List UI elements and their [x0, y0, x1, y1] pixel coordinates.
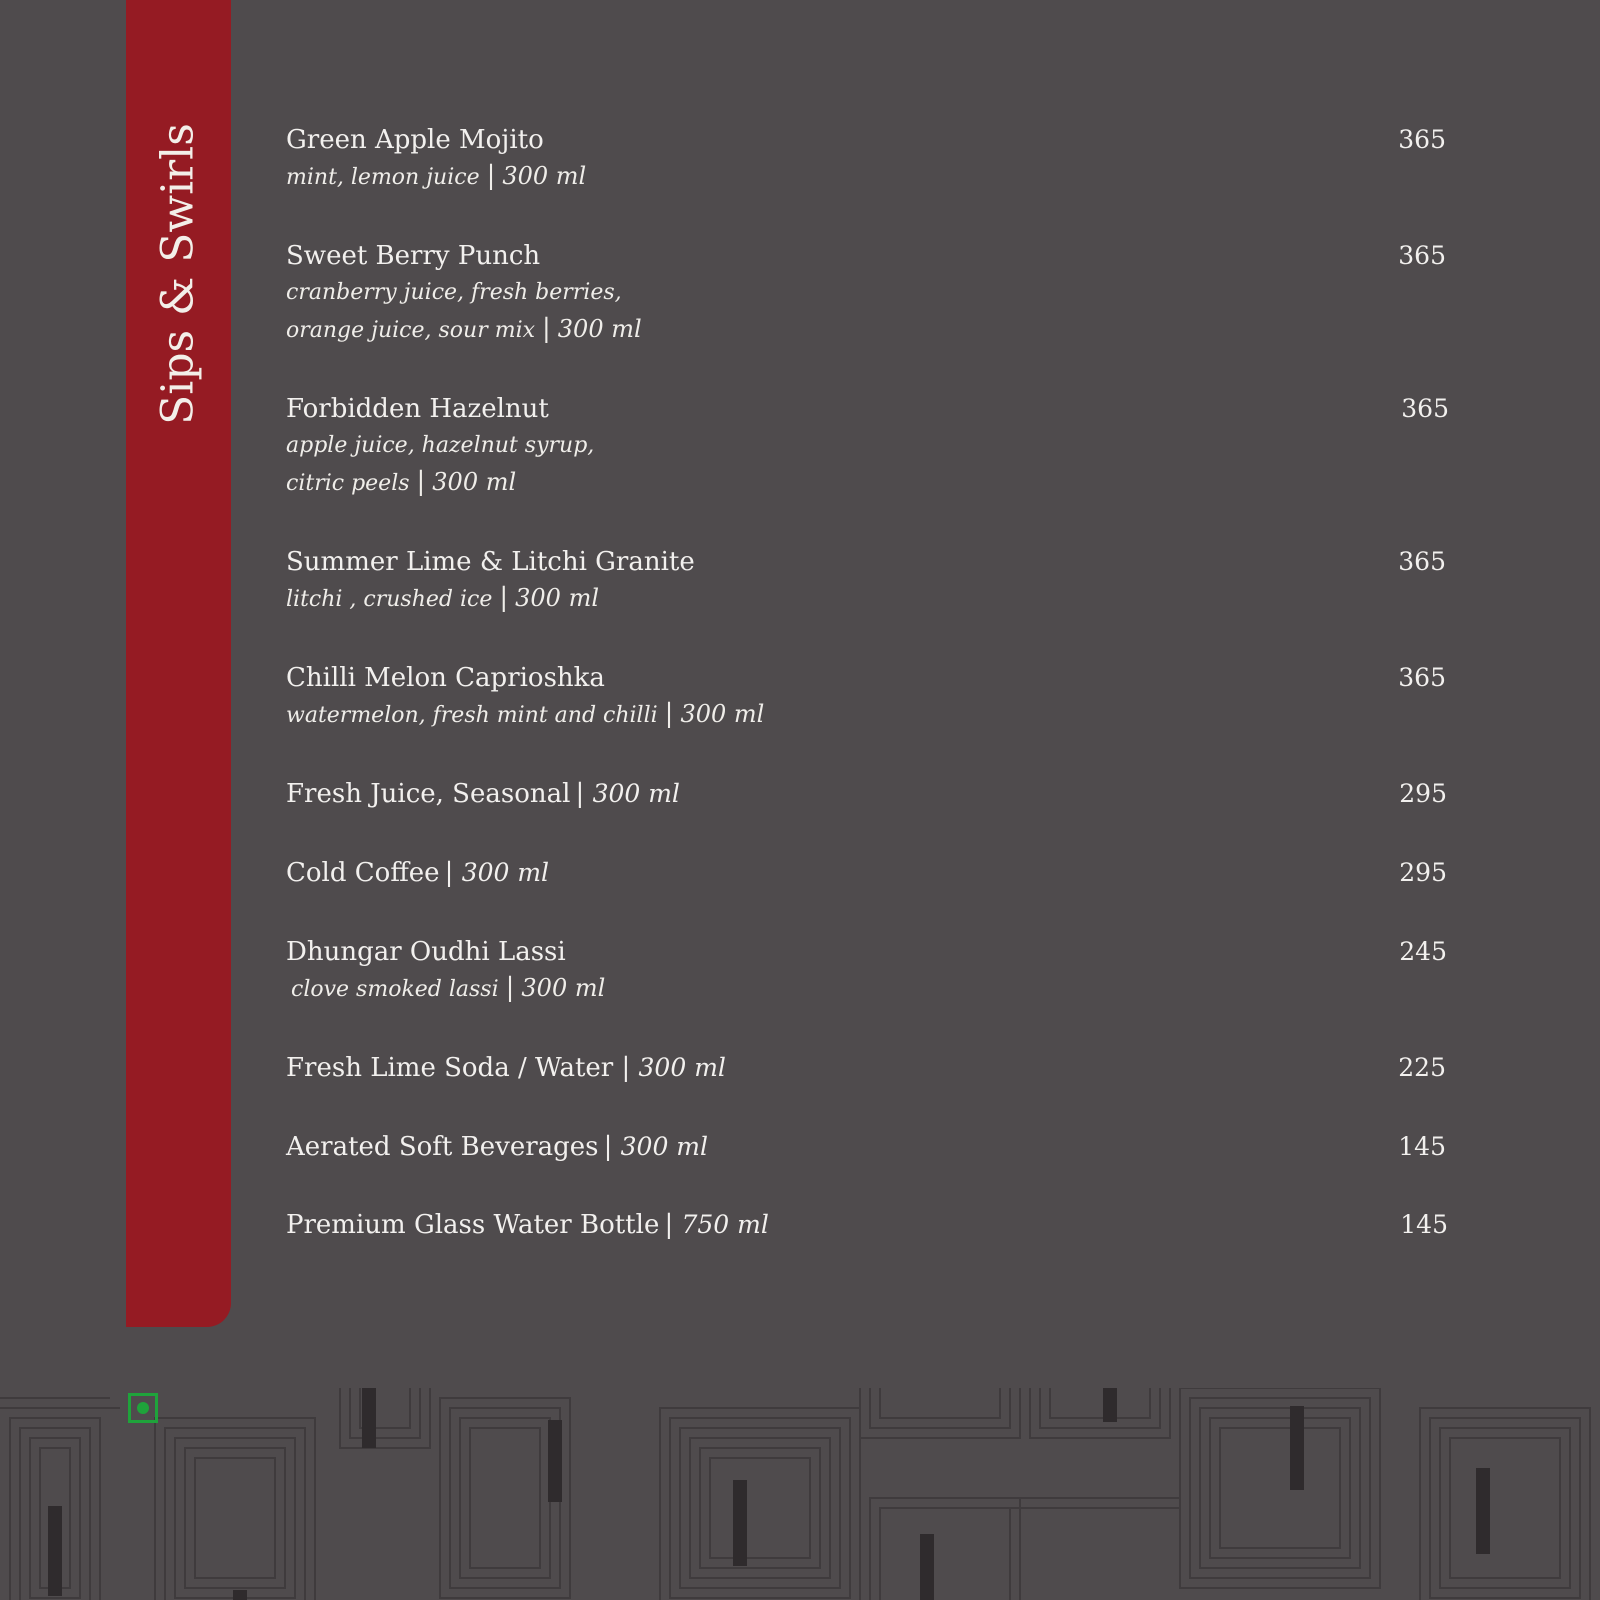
item-description: citric peels — [286, 471, 410, 496]
menu-item-premium-glass-water-bottle: Premium Glass Water Bottle | 750 ml 145 — [286, 1207, 1448, 1243]
item-name: Green Apple Mojito — [286, 125, 544, 155]
item-description: clove smoked lassi — [291, 977, 506, 1002]
item-price: 365 — [1398, 241, 1446, 270]
item-name: Fresh Juice, Seasonal — [286, 779, 571, 809]
item-description: apple juice, hazelnut syrup, — [286, 433, 595, 458]
menu-item-chilli-melon-caprioshka: Chilli Melon Caprioshka 365 watermelon, fresh mint and chilli | 300 ml — [286, 660, 1446, 734]
menu-item-green-apple-mojito: Green Apple Mojito 365 mint, lemon juice | 300 ml — [286, 122, 1446, 196]
item-volume: 750 ml — [681, 1210, 769, 1239]
menu-item-forbidden-hazelnut: Forbidden Hazelnut 365 apple juice, hazelnut syrup, citric peels | 300 ml — [286, 391, 1449, 502]
item-name: Aerated Soft Beverages — [286, 1132, 599, 1162]
item-price: 365 — [1398, 663, 1446, 692]
item-price: 145 — [1398, 1132, 1446, 1161]
item-name: Dhungar Oudhi Lassi — [286, 937, 566, 967]
item-volume: 300 ml — [515, 584, 599, 612]
item-price: 145 — [1400, 1210, 1448, 1239]
decorative-pattern — [0, 1388, 1600, 1600]
item-price: 295 — [1399, 858, 1447, 887]
item-price: 245 — [1399, 937, 1447, 966]
item-name: Premium Glass Water Bottle — [286, 1210, 660, 1240]
item-name: Fresh Lime Soda / Water — [286, 1053, 622, 1083]
menu-item-aerated-soft-beverages: Aerated Soft Beverages | 300 ml 145 — [286, 1129, 1446, 1165]
item-volume: 300 ml — [592, 779, 680, 808]
item-name: Sweet Berry Punch — [286, 241, 541, 271]
menu-item-sweet-berry-punch: Sweet Berry Punch 365 cranberry juice, fresh berries, orange juice, sour mix | 300 ml — [286, 238, 1446, 349]
item-name: Summer Lime & Litchi Granite — [286, 547, 695, 577]
menu-item-fresh-juice-seasonal: Fresh Juice, Seasonal | 300 ml 295 — [286, 776, 1447, 812]
item-price: 295 — [1399, 779, 1447, 808]
item-volume: 300 ml — [502, 162, 587, 190]
item-volume: 300 ml — [461, 858, 550, 887]
item-volume: 300 ml — [680, 700, 765, 728]
item-description: orange juice, sour mix — [286, 318, 536, 343]
item-price: 365 — [1398, 125, 1446, 154]
item-price: 365 — [1401, 394, 1449, 423]
item-name: Chilli Melon Caprioshka — [286, 663, 605, 693]
item-volume: 300 ml — [557, 315, 642, 343]
item-description: litchi , crushed ice — [286, 587, 493, 612]
menu-item-summer-lime-litchi-granite: Summer Lime & Litchi Granite 365 litchi , crushed ice | 300 ml — [286, 544, 1446, 618]
item-volume: 300 ml — [620, 1132, 709, 1161]
item-volume: 300 ml — [521, 974, 606, 1002]
item-price: 365 — [1398, 547, 1446, 576]
item-volume: 300 ml — [432, 468, 517, 496]
section-title: Sips & Swirls — [152, 123, 204, 425]
item-price: 225 — [1398, 1053, 1446, 1082]
veg-symbol-icon — [128, 1393, 158, 1423]
menu-item-fresh-lime-soda-water: Fresh Lime Soda / Water | 300 ml 225 — [286, 1050, 1446, 1086]
item-description: cranberry juice, fresh berries, — [286, 280, 622, 305]
menu-item-dhungar-oudhi-lassi: Dhungar Oudhi Lassi 245 clove smoked lassi | 300 ml — [286, 934, 1447, 1008]
item-description: watermelon, fresh mint and chilli — [286, 703, 658, 728]
item-name: Cold Coffee — [286, 858, 440, 888]
menu-item-cold-coffee: Cold Coffee | 300 ml 295 — [286, 855, 1447, 891]
item-description: mint, lemon juice — [286, 165, 487, 190]
item-name: Forbidden Hazelnut — [286, 394, 549, 424]
item-volume: 300 ml — [638, 1053, 726, 1082]
